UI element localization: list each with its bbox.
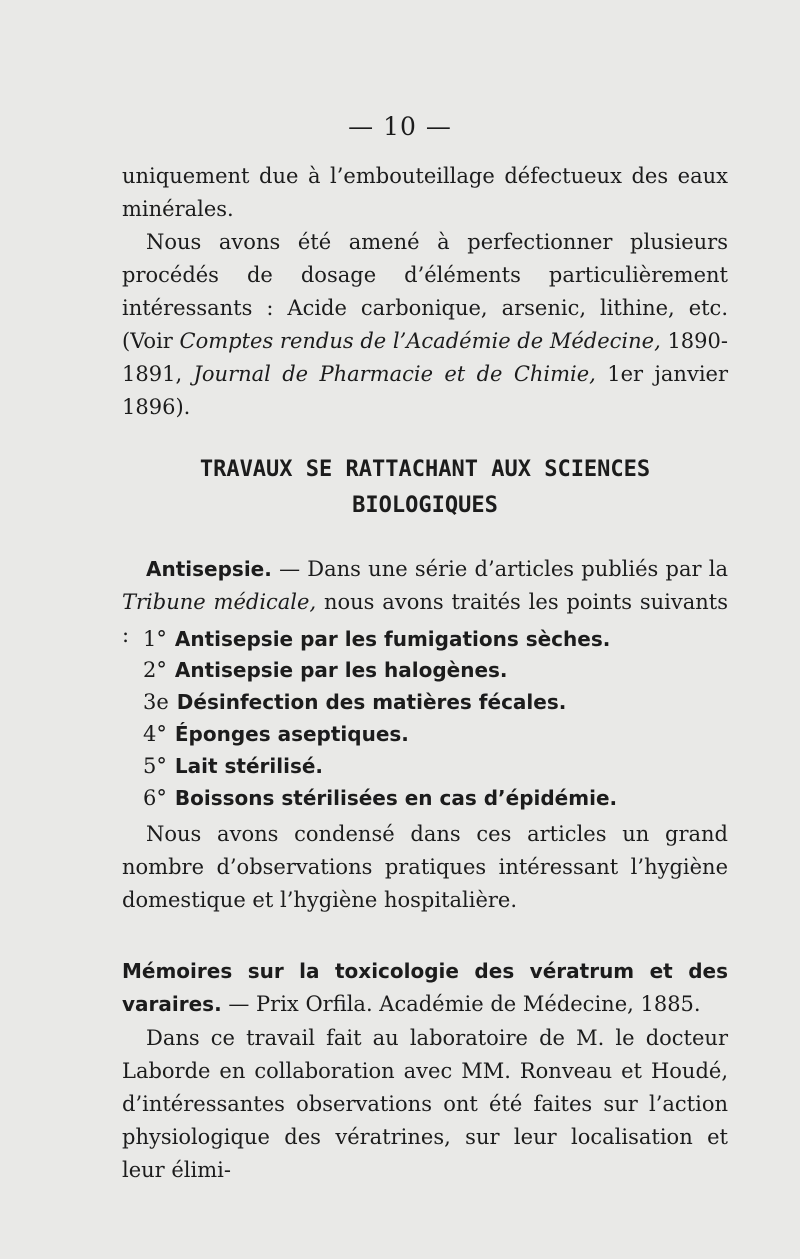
- conclusion-paragraph: [122, 818, 728, 917]
- list-item-text: Antisepsie par les halogènes.: [174, 658, 508, 682]
- memoire-prize: — Prix Orfila. Académie de Médecine, 1885.: [221, 992, 701, 1016]
- list-item-text: Boissons stérilisées en cas d’épidémie.: [174, 786, 618, 810]
- list-item: [143, 783, 733, 813]
- memoire-title: Mémoires sur la toxicologie des vératrum et des varaires.: [122, 959, 728, 1016]
- list-item-number: 1°: [143, 627, 167, 651]
- memoire-heading: [122, 955, 728, 1021]
- antisepsie-text-end: nous avons traités les points suivants :: [122, 590, 728, 647]
- page-number: — 10 —: [348, 112, 452, 141]
- intro-text: uniquement due à l’embouteillage défectueux des eaux minérales.: [122, 164, 728, 221]
- methods-text-mid: 1890-1891,: [122, 329, 728, 386]
- memoire-body-text: Dans ce travail fait au laboratoire de M. le docteur Laborde en collaboration avec MM. Ronveau et Houdé, d’intéressantes observations ont été faites sur l’action physiologique des vératrines, sur leur localisation et leur élimi-: [122, 1026, 728, 1182]
- intro-paragraph: [122, 160, 728, 226]
- methods-ref-journal: Journal de Pharmacie et de Chimie,: [193, 362, 596, 386]
- list-item: [143, 687, 733, 717]
- list-item-number: 2°: [143, 658, 167, 682]
- section-heading: [122, 452, 728, 524]
- list-item-number: 3e: [143, 690, 169, 714]
- list-item-number: 4°: [143, 722, 167, 746]
- list-item-number: 5°: [143, 754, 167, 778]
- methods-text-end: 1er janvier 1896).: [122, 362, 729, 419]
- list-item: [143, 624, 733, 654]
- list-item: [143, 751, 733, 781]
- methods-ref-academie: Comptes rendus de l’Académie de Médecine,: [179, 329, 661, 353]
- section-heading-line2: BIOLOGIQUES: [352, 493, 498, 518]
- antisepsie-text-start: — Dans une série d’articles publiés par la: [271, 557, 728, 581]
- list-item-text: Antisepsie par les fumigations sèches.: [174, 627, 611, 651]
- conclusion-text: Nous avons condensé dans ces articles un grand nombre d’observations pratiques intéressant l’hygiène domestique et l’hygiène hospitalière.: [122, 822, 728, 912]
- list-item-number: 6°: [143, 786, 167, 810]
- list-item-text: Lait stérilisé.: [174, 754, 324, 778]
- list-item-text: Désinfection des matières fécales.: [176, 690, 567, 714]
- list-item: [143, 655, 733, 685]
- methods-text-start: Nous avons été amené à perfectionner plusieurs procédés de dosage d’éléments particulièrement intéressants : Acide carbonique, arsenic, lithine, etc. (Voir: [122, 230, 728, 353]
- memoire-body-paragraph: [122, 1022, 728, 1187]
- antisepsie-journal: Tribune médicale,: [122, 590, 317, 614]
- antisepsie-label: Antisepsie.: [146, 557, 272, 581]
- section-heading-line1: TRAVAUX SE RATTACHANT AUX SCIENCES: [199, 457, 651, 482]
- methods-paragraph: [122, 226, 728, 424]
- list-item: [143, 719, 733, 749]
- list-item-text: Éponges aseptiques.: [174, 722, 409, 746]
